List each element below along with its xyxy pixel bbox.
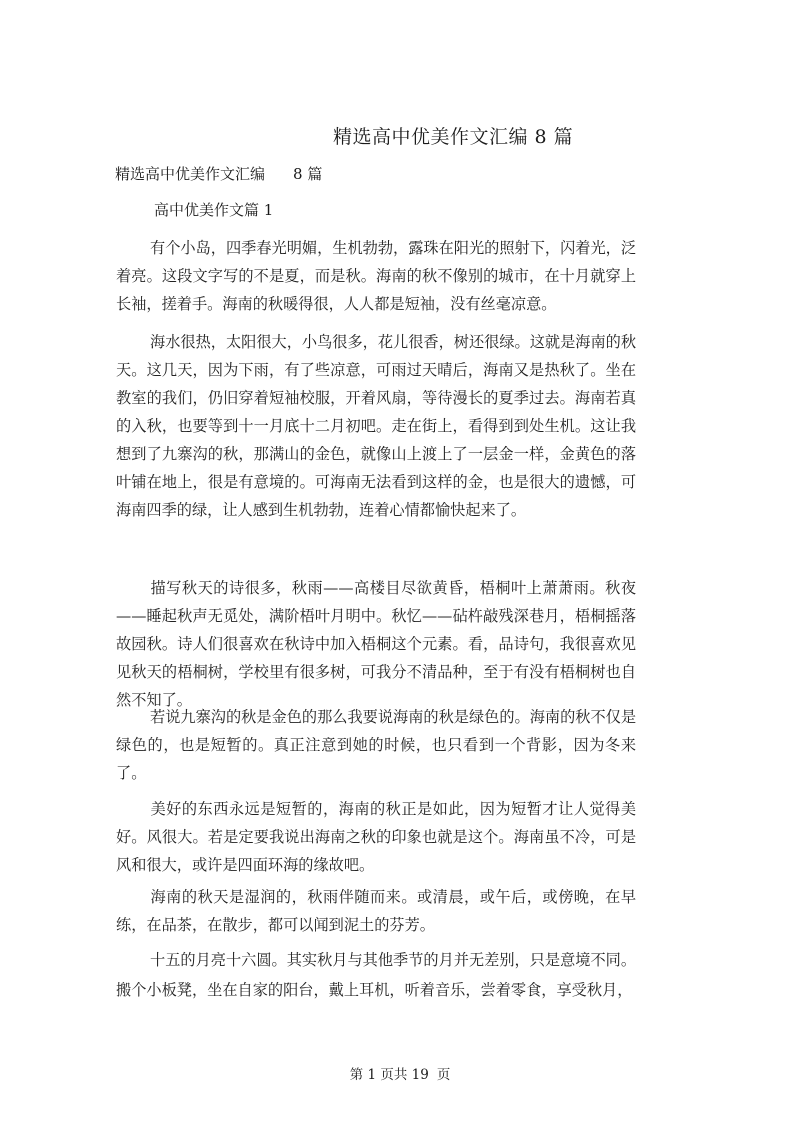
page-suffix: 页 — [436, 1067, 451, 1083]
subtitle-count: 8 篇 — [293, 165, 323, 183]
paragraph — [116, 328, 636, 524]
paragraph-text: 海水很热，太阳很大，小鸟很多，花儿很香，树还很绿。这就是海南的秋天。这几天，因为下雨，有了些凉意，可雨过天晴后，海南又是热秋了。坐在教室的我们，仍旧穿着短袖校服，开着风扇，等待漫长的夏季过去。海南若真的入秋，也要等到十一月底十二月初吧。走在街上，看得到到处生机。这让我想到了九寨沟的秋，那满山的金色，就像山上渡上了一层金一样，金黄色的落叶铺在地上，很是有意境的。可海南无法看到这样的金，也是很大的遗憾，可海南四季的绿，让人感到生机勃勃，连着心情都愉快起来了。 — [116, 333, 636, 519]
paragraph-text: 十五的月亮十六圆。其实秋月与其他季节的月并无差别，只是意境不同。 — [150, 951, 636, 969]
document-title: 精选高中优美作文汇编 8 篇 — [333, 126, 574, 148]
page-number: 第 1 页共 19 — [349, 1067, 429, 1083]
paragraph — [116, 574, 636, 714]
paragraph-text: 美好的东西永远是短暂的，海南的秋正是如此，因为短暂才让人觉得美好。风很大。若是定要我说出海南之秋的印象也就是这个。海南虽不冷，可是风和很大，或许是四面环海的缘故吧。 — [116, 800, 636, 874]
paragraph — [116, 234, 636, 318]
essay-title: 高中优美作文篇 1 — [154, 201, 274, 219]
paragraph-text: 搬个小板凳，坐在自家的阳台，戴上耳机，听着音乐，尝着零食，享受秋月， — [116, 981, 633, 999]
paragraph — [116, 883, 636, 939]
paragraph-text: 描写秋天的诗很多，秋雨——高楼目尽欲黄昏，梧桐叶上萧萧雨。秋夜——睡起秋声无觅处，满阶梧叶月明中。秋忆——砧杵敲残深巷月，梧桐摇落故园秋。诗人们很喜欢在秋诗中加入梧桐这个元素。看，品诗句，我很喜欢见见秋天的梧桐树，学校里有很多树，可我分不清品种，至于有没有梧桐树也自然不知了。 — [116, 579, 636, 709]
paragraph — [116, 795, 636, 879]
paragraph-text: 海南的秋天是湿润的，秋雨伴随而来。或清晨，或午后，或傍晚，在早练，在品茶，在散步，都可以闻到泥土的芬芳。 — [116, 888, 636, 934]
paragraph — [116, 976, 636, 1004]
subtitle-text: 精选高中优美作文汇编 — [115, 165, 266, 183]
paragraph-text: 有个小岛，四季春光明媚，生机勃勃，露珠在阳光的照射下，闪着光，泛着亮。这段文字写的不是夏，而是秋。海南的秋不像别的城市，在十月就穿上长袖，搓着手。海南的秋暖得很，人人都是短袖，没有丝毫凉意。 — [116, 239, 636, 313]
document-subtitle — [115, 163, 322, 184]
page-footer — [0, 1063, 800, 1083]
paragraph-text: 若说九寨沟的秋是金色的那么我要说海南的秋是绿色的。海南的秋不仅是绿色的，也是短暂的。真正注意到她的时候，也只看到一个背影，因为冬来了。 — [116, 708, 636, 782]
paragraph — [116, 946, 636, 974]
paragraph — [116, 703, 636, 787]
